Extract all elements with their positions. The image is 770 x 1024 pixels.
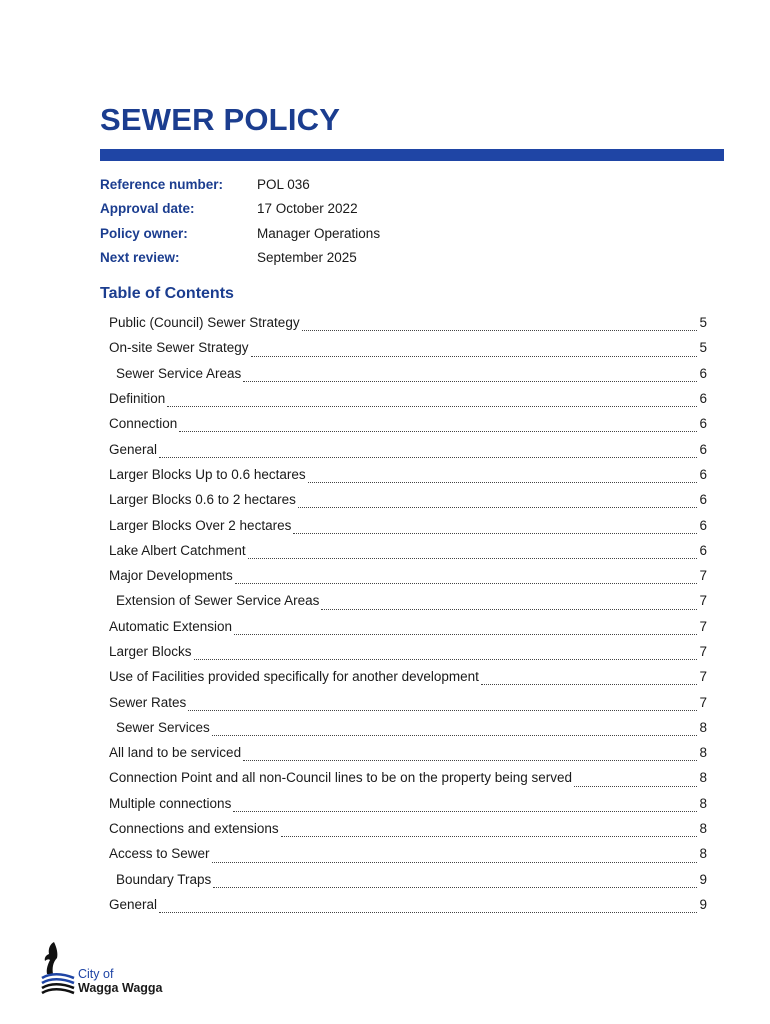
toc-entry-page: 7 [699, 568, 707, 584]
toc-subentry[interactable] [109, 867, 707, 892]
toc-dot-leader [212, 861, 698, 863]
toc-entry-title: Larger Blocks 0.6 to 2 hectares [109, 492, 296, 508]
toc-entry[interactable] [109, 462, 707, 487]
toc-entry-page: 8 [699, 770, 707, 786]
toc-entry-page: 8 [699, 821, 707, 837]
toc-entry-title: Lake Albert Catchment [109, 542, 246, 558]
toc-entry-title: Public (Council) Sewer Strategy [109, 315, 300, 331]
toc-entry-title: Larger Blocks [109, 644, 192, 659]
reference-number-row [100, 172, 500, 197]
toc-dot-leader [243, 380, 697, 382]
toc-dot-leader [194, 658, 698, 660]
toc-entry-page: 7 [699, 593, 707, 609]
toc-entry[interactable] [109, 639, 707, 664]
toc-entry-page: 6 [699, 466, 707, 482]
toc-entry-page: 6 [699, 391, 707, 407]
toc-entry-title: Major Developments [109, 568, 233, 584]
toc-entry-title: Larger Blocks Over 2 hectares [109, 517, 292, 533]
toc-entry[interactable] [109, 335, 707, 360]
toc-entry-title: Automatic Extension [109, 618, 233, 634]
toc-entry[interactable] [109, 512, 707, 537]
toc-entry-title: Connection Point and all non-Council lines to be on the property being served [109, 770, 573, 786]
toc-entry-title: Sewer Services [116, 719, 210, 735]
policy-owner-value: Manager Operations [257, 225, 381, 241]
toc-entry-page: 7 [699, 669, 707, 685]
toc-dot-leader [574, 785, 697, 787]
approval-date-value: 17 October 2022 [257, 201, 358, 217]
toc-dot-leader [281, 835, 698, 837]
toc-entry[interactable] [109, 689, 707, 714]
toc-dot-leader [234, 633, 697, 635]
toc-entry[interactable] [109, 740, 707, 765]
toc-entry-page: 5 [699, 315, 707, 331]
toc-entry-title: Use of Facilities provided specifically for another development [109, 669, 479, 685]
toc-dot-leader [235, 582, 698, 584]
reference-number-value: POL 036 [257, 176, 310, 192]
toc-entry-title: General [109, 441, 158, 457]
crow-logo-icon [40, 940, 80, 998]
toc-dot-leader [481, 683, 698, 685]
toc-entry[interactable] [109, 538, 707, 563]
toc-subentry[interactable] [109, 361, 707, 386]
toc-dot-leader [159, 456, 697, 458]
toc-dot-leader [188, 709, 697, 711]
toc-entry-title: All land to be serviced [109, 745, 242, 761]
toc-entry[interactable] [109, 791, 707, 816]
page-title: SEWER POLICY [100, 102, 341, 137]
toc-entry-page: 6 [699, 416, 707, 432]
toc-dot-leader [293, 532, 697, 534]
next-review-row [100, 246, 500, 271]
toc-entry-page: 6 [699, 441, 707, 457]
toc-entry-page: 8 [699, 846, 707, 862]
toc-entry-title: Connection [109, 416, 178, 432]
toc-entry[interactable] [109, 765, 707, 790]
toc-entry-page: 7 [699, 644, 707, 659]
city-of-wagga-wagga-logo [40, 940, 190, 1000]
toc-entry-page: 6 [699, 542, 707, 558]
toc-entry[interactable] [109, 386, 707, 411]
toc-entry-page: 6 [699, 492, 707, 508]
toc-entry-page: 6 [699, 517, 707, 533]
policy-owner-label: Policy owner: [100, 225, 188, 241]
toc-dot-leader [167, 405, 697, 407]
toc-entry[interactable] [109, 614, 707, 639]
toc-dot-leader [233, 810, 697, 812]
toc-entry-title: Sewer Service Areas [116, 365, 242, 381]
toc-entry-title: Boundary Traps [116, 871, 212, 887]
toc-entry-page: 6 [699, 365, 707, 381]
toc-entry-page: 7 [699, 694, 707, 710]
logo-line-city-of: City of [78, 967, 114, 981]
toc-entry-title: Access to Sewer [109, 846, 210, 862]
toc-entry-page: 8 [699, 795, 707, 811]
toc-entry-title: Sewer Rates [109, 694, 187, 710]
approval-date-row [100, 197, 500, 222]
toc-entry-title: Connections and extensions [109, 821, 279, 837]
toc-entry-title: General [109, 896, 158, 912]
policy-owner-row [100, 221, 500, 246]
toc-entry[interactable] [109, 563, 707, 588]
approval-date-label: Approval date: [100, 201, 195, 217]
toc-dot-leader [213, 886, 697, 888]
toc-dot-leader [298, 506, 698, 508]
toc-entry-title: Definition [109, 391, 166, 407]
toc-dot-leader [302, 329, 698, 331]
toc-entry-page: 8 [699, 719, 707, 735]
toc-subentry[interactable] [109, 715, 707, 740]
toc-entry[interactable] [109, 310, 707, 335]
toc-entry-page: 7 [699, 618, 707, 634]
toc-entry-title: Larger Blocks Up to 0.6 hectares [109, 466, 306, 482]
toc-dot-leader [243, 759, 697, 761]
toc-entry[interactable] [109, 411, 707, 436]
toc-entry-title: Multiple connections [109, 795, 232, 811]
toc-dot-leader [179, 430, 697, 432]
toc-entry-page: 8 [699, 745, 707, 761]
reference-number-label: Reference number: [100, 176, 224, 192]
logo-line-wagga-wagga: Wagga Wagga [78, 981, 163, 995]
toc-dot-leader [321, 608, 697, 610]
toc-entry[interactable] [109, 841, 707, 866]
toc-dot-leader [159, 911, 697, 913]
title-divider [100, 149, 724, 161]
toc-heading: Table of Contents [100, 285, 234, 302]
next-review-value: September 2025 [257, 250, 357, 266]
toc-dot-leader [212, 734, 698, 736]
toc-entry-title: On-site Sewer Strategy [109, 340, 249, 356]
toc-entry[interactable] [109, 892, 707, 917]
toc-entry[interactable] [109, 487, 707, 512]
toc-entry-title: Extension of Sewer Service Areas [116, 593, 320, 609]
toc-entry-page: 9 [699, 871, 707, 887]
toc-entry[interactable] [109, 664, 707, 689]
toc-dot-leader [308, 481, 698, 483]
table-of-contents [109, 310, 707, 917]
toc-entry-page: 5 [699, 340, 707, 356]
toc-dot-leader [251, 355, 698, 357]
logo-wordmark [78, 967, 163, 995]
policy-details [100, 172, 500, 270]
toc-entry-page: 9 [699, 896, 707, 912]
next-review-label: Next review: [100, 250, 180, 266]
toc-entry[interactable] [109, 816, 707, 841]
toc-dot-leader [248, 557, 698, 559]
toc-entry[interactable] [109, 436, 707, 461]
toc-subentry[interactable] [109, 588, 707, 613]
